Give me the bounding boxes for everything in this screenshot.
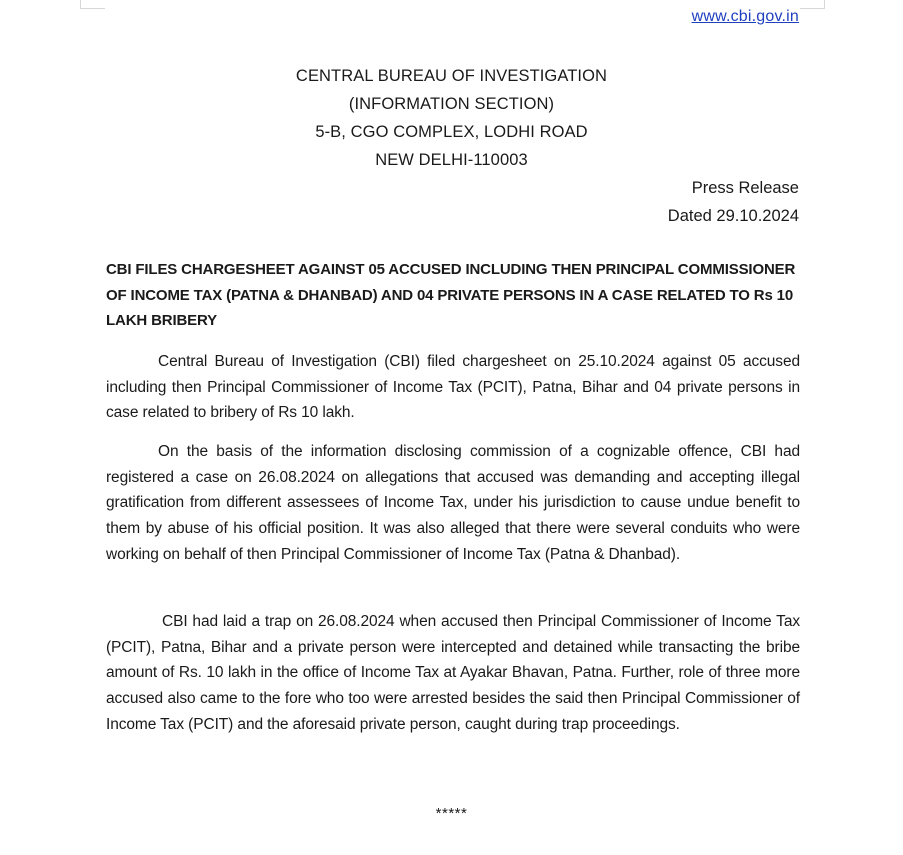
body-paragraph-1: Central Bureau of Investigation (CBI) filed chargesheet on 25.10.2024 against 05 accused including then Principal Commissioner of Income Tax (PCIT), Patna, Bihar and 04 private persons in case related to bribery of Rs 10 lakh. [106, 353, 800, 422]
letterhead-address: 5-B, CGO COMPLEX, LODHI ROAD [315, 123, 588, 141]
letterhead [0, 62, 903, 174]
page-corner-mark-left [80, 0, 105, 9]
website-link[interactable]: www.cbi.gov.in [691, 8, 799, 25]
release-label: Press Release [691, 179, 799, 197]
letterhead-city: NEW DELHI-110003 [375, 151, 528, 169]
letterhead-section: (INFORMATION SECTION) [348, 95, 555, 113]
body-paragraph-3: CBI had laid a trap on 26.08.2024 when accused then Principal Commissioner of Income Tax (PCIT), Patna, Bihar and a private person were intercepted and detained while transacting the bribe amount of Rs. 10 lakh in the office of Income Tax at Ayakar Bhavan, Patna. Further, role of three more accused also came to the fore who too were arrested besides the said then Principal Commissioner of Income Tax (PCIT) and the aforesaid private person, caught during trap proceedings. [106, 613, 800, 733]
release-date: Dated 29.10.2024 [667, 207, 799, 225]
letterhead-org-name: CENTRAL BUREAU OF INVESTIGATION [295, 67, 608, 85]
release-info [668, 174, 799, 230]
end-marker: ***** [435, 805, 468, 822]
press-release-headline: CBI FILES CHARGESHEET AGAINST 05 ACCUSED INCLUDING THEN PRINCIPAL COMMISSIONER OF INCOME TAX (PATNA & DHANBAD) AND 04 PRIVATE PERSONS IN A CASE RELATED TO Rs 10 LAKH BRIBERY [106, 261, 796, 329]
page-corner-mark-right [800, 0, 825, 9]
body-paragraph-2: On the basis of the information disclosing commission of a cognizable offence, CBI had registered a case on 26.08.2024 on allegations that accused was demanding and accepting illegal gratification from different assessees of Income Tax, under his jurisdiction to cause undue benefit to them by abuse of his official position. It was also alleged that there were several conduits who were working on behalf of then Principal Commissioner of Income Tax (Patna & Dhanbad). [106, 443, 800, 563]
